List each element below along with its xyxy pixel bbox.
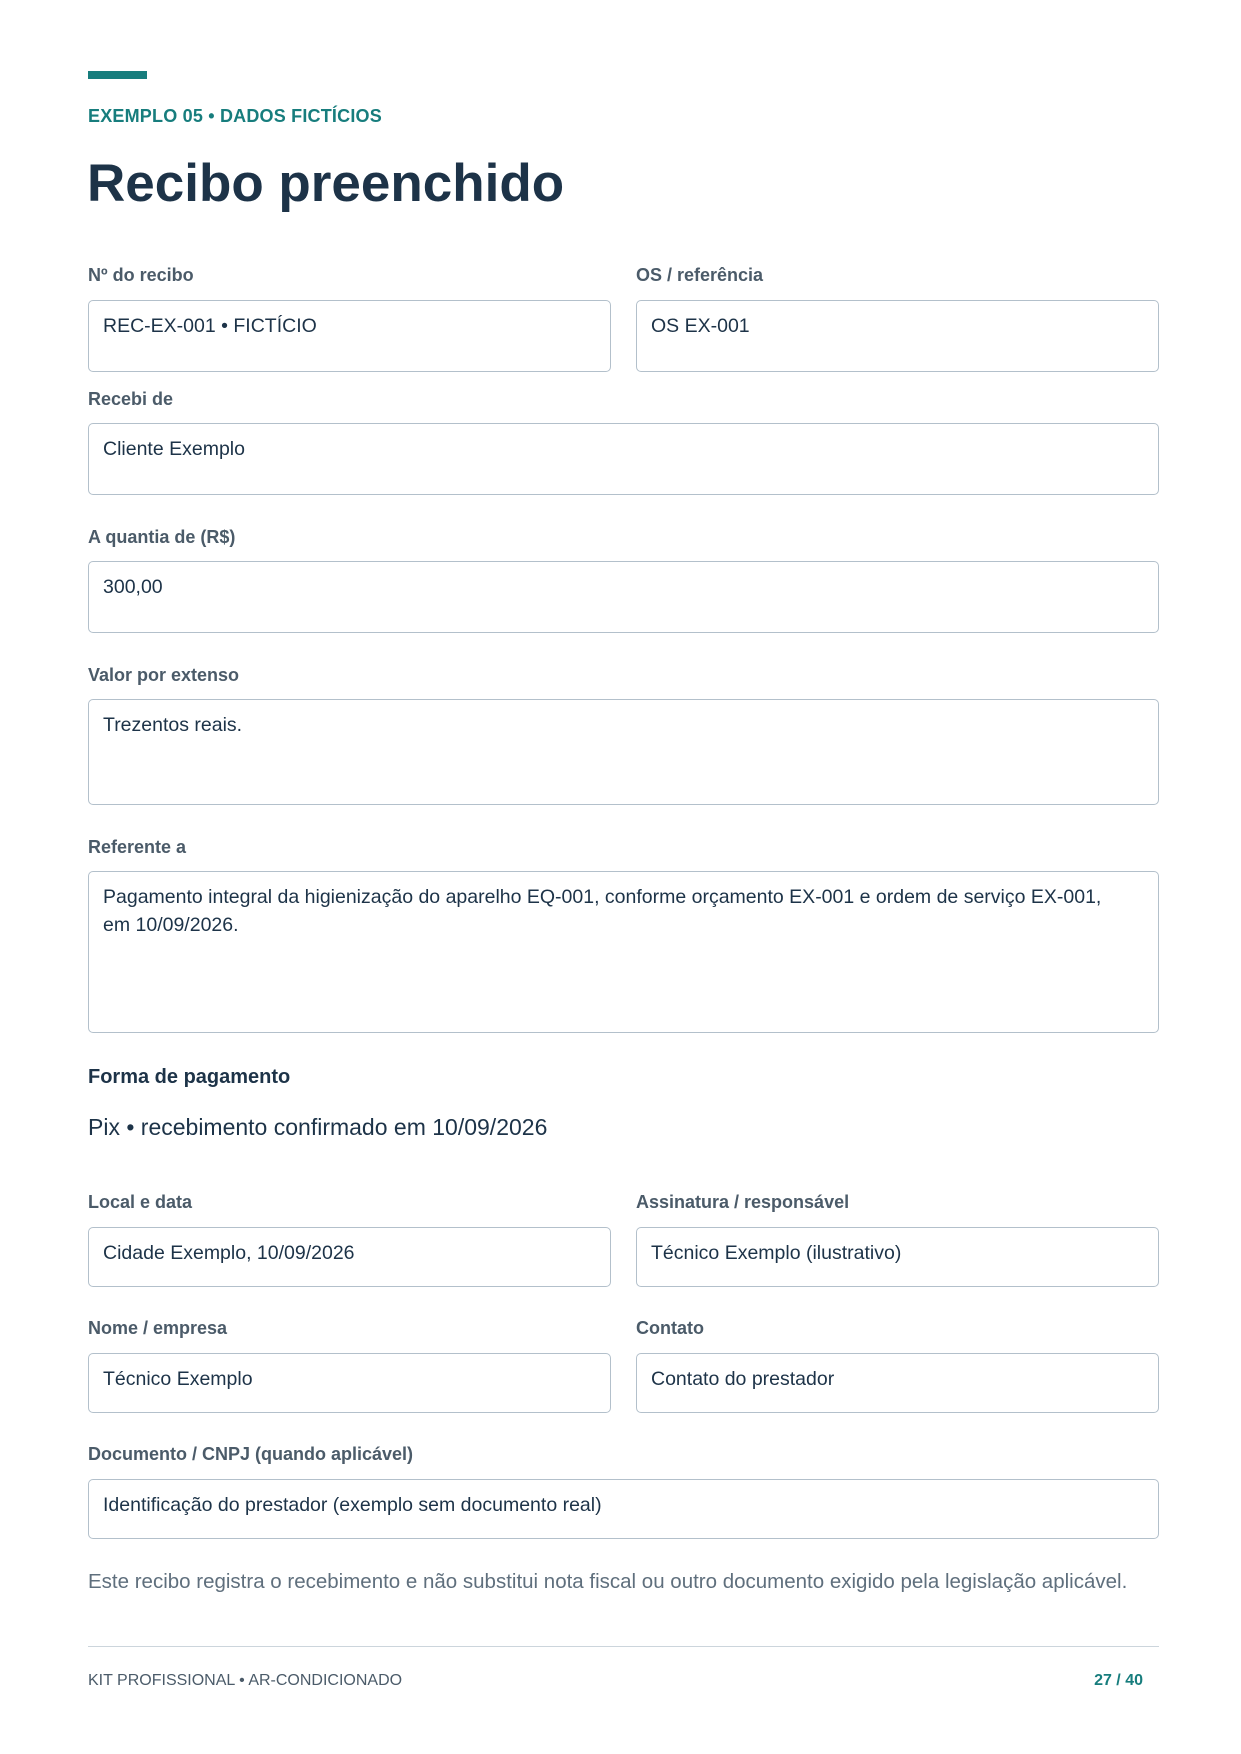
payment-method-heading: Forma de pagamento bbox=[88, 1066, 291, 1088]
name-company-label: Nome / empresa bbox=[88, 1318, 228, 1338]
payment-method-text: Pix • recebimento confirmado em 10/09/2026 bbox=[88, 1114, 548, 1140]
referring-to-field[interactable]: Pagamento integral da higienização do aparelho EQ-001, conforme orçamento EX-001 e ordem de serviço EX-001, em 10/09/2026. bbox=[88, 871, 1159, 1033]
amount-label: A quantia de (R$) bbox=[88, 527, 236, 547]
referring-to-label: Referente a bbox=[88, 837, 187, 857]
disclaimer-text: Este recibo registra o recebimento e não substitui nota fiscal ou outro documento exigido pela legislação aplicável. bbox=[88, 1570, 1128, 1593]
place-date-field[interactable]: Cidade Exemplo, 10/09/2026 bbox=[88, 1227, 611, 1287]
signature-label: Assinatura / responsável bbox=[636, 1192, 850, 1212]
received-from-label: Recebi de bbox=[88, 389, 174, 409]
receipt-number-label: Nº do recibo bbox=[88, 265, 194, 285]
signature-field[interactable]: Técnico Exemplo (ilustrativo) bbox=[636, 1227, 1159, 1287]
page-number: 27 / 40 bbox=[1094, 1672, 1143, 1689]
document-label: Documento / CNPJ (quando aplicável) bbox=[88, 1444, 414, 1464]
document-field[interactable]: Identificação do prestador (exemplo sem documento real) bbox=[88, 1479, 1159, 1539]
place-date-label: Local e data bbox=[88, 1192, 193, 1212]
example-kicker: EXEMPLO 05 • DADOS FICTÍCIOS bbox=[88, 106, 382, 126]
footer-title: KIT PROFISSIONAL • AR-CONDICIONADO bbox=[88, 1672, 403, 1689]
receipt-number-field[interactable]: REC-EX-001 • FICTÍCIO bbox=[88, 300, 611, 372]
received-from-field[interactable]: Cliente Exemplo bbox=[88, 423, 1159, 495]
page-title: Recibo preenchido bbox=[87, 154, 565, 213]
amount-in-words-field[interactable]: Trezentos reais. bbox=[88, 699, 1159, 805]
footer-divider bbox=[88, 1646, 1159, 1647]
os-reference-label: OS / referência bbox=[636, 265, 764, 285]
contact-field[interactable]: Contato do prestador bbox=[636, 1353, 1159, 1413]
contact-label: Contato bbox=[636, 1318, 704, 1338]
amount-in-words-label: Valor por extenso bbox=[88, 665, 240, 685]
os-reference-field[interactable]: OS EX-001 bbox=[636, 300, 1159, 372]
accent-bar bbox=[88, 71, 147, 79]
name-company-field[interactable]: Técnico Exemplo bbox=[88, 1353, 611, 1413]
amount-field[interactable]: 300,00 bbox=[88, 561, 1159, 633]
